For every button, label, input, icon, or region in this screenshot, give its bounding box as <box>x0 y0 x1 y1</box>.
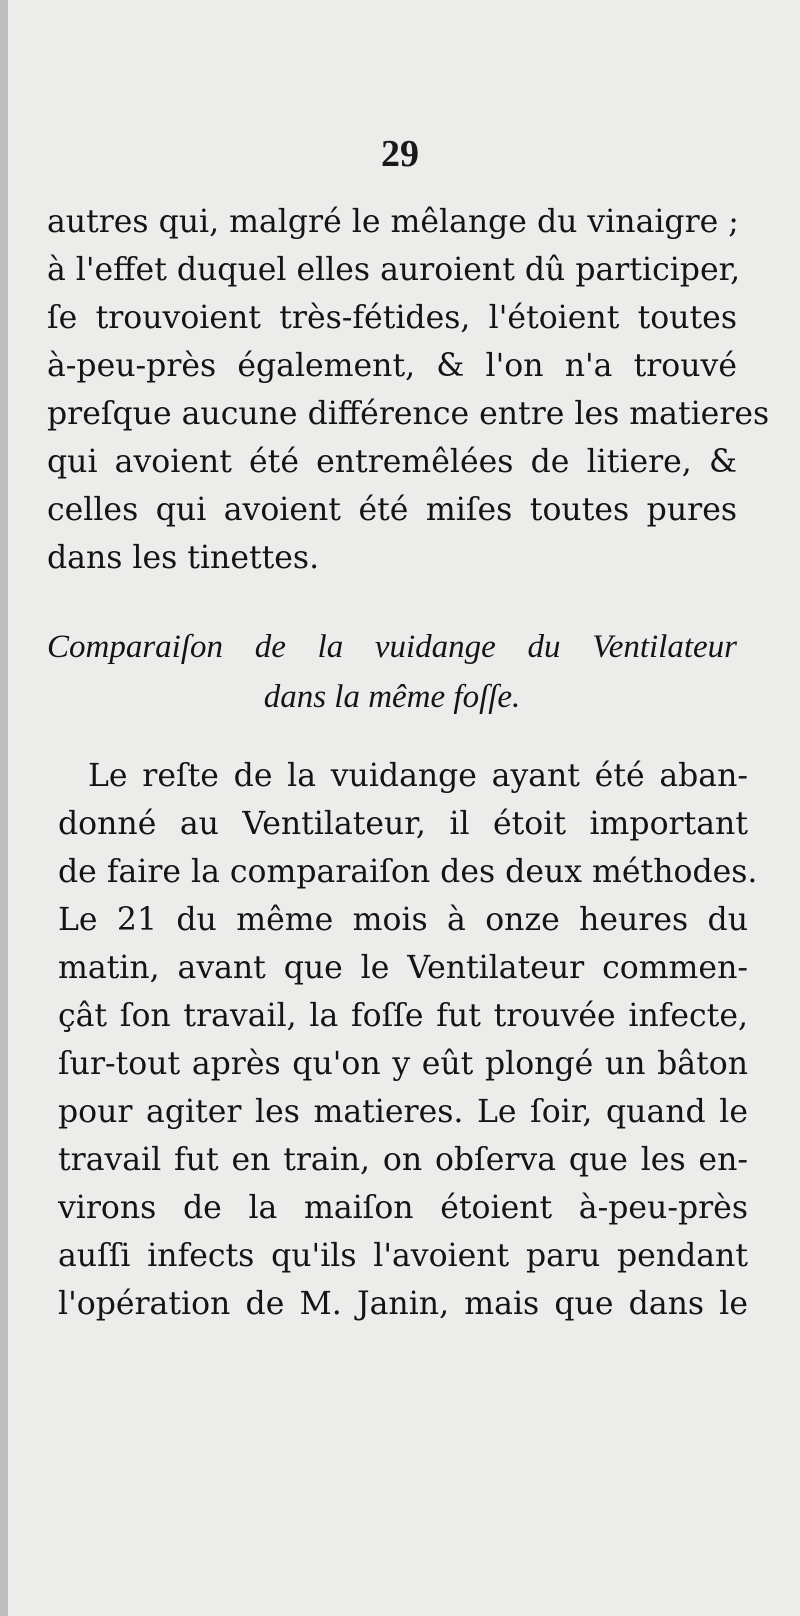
text-line: virons de la maiſon étoient à-peu-près <box>58 1190 748 1226</box>
text-line: dans les tinettes. <box>47 540 320 576</box>
text-line: ſur-tout après qu'on y eût plongé un bâton <box>58 1046 748 1082</box>
text-line: donné au Ventilateur, il étoit important <box>58 806 748 842</box>
text-line: à-peu-près également, & l'on n'a trouvé <box>47 348 737 384</box>
text-line: celles qui avoient été miſes toutes pures <box>47 492 737 528</box>
paragraph-2 <box>58 752 758 1328</box>
text-line: de faire la comparaiſon des deux méthodes. <box>58 854 758 890</box>
text-line: l'opération de M. Janin, mais que dans le <box>58 1286 748 1322</box>
text-line: auſſi infects qu'ils l'avoient paru pendant <box>58 1238 748 1274</box>
text-line: çât ſon travail, la foſſe fut trouvée infecte, <box>58 998 748 1034</box>
text-line: preſque aucune différence entre les matieres <box>47 396 770 432</box>
section-heading <box>47 622 737 722</box>
text-line: à l'effet duquel elles auroient dû participer, <box>47 252 741 288</box>
text-line: travail fut en train, on obſerva que les en- <box>58 1142 748 1178</box>
heading-line: Comparaiſon de la vuidange du Ventilateur <box>47 629 737 665</box>
text-line: ſe trouvoient très-fétides, l'étoient toutes <box>47 300 737 336</box>
text-line: qui avoient été entremêlées de litiere, & <box>47 444 737 480</box>
text-line: Le reſte de la vuidange ayant été aban- <box>88 758 748 794</box>
text-line: autres qui, malgré le mêlange du vinaigre ; <box>47 204 739 240</box>
text-line: matin, avant que le Ventilateur commen- <box>58 950 748 986</box>
page-number: 29 <box>381 133 419 175</box>
text-line: Le 21 du même mois à onze heures du <box>58 902 748 938</box>
heading-line: dans la même foſſe. <box>263 679 521 715</box>
paragraph-1 <box>47 198 770 582</box>
text-line: pour agiter les matieres. Le ſoir, quand le <box>58 1094 748 1130</box>
